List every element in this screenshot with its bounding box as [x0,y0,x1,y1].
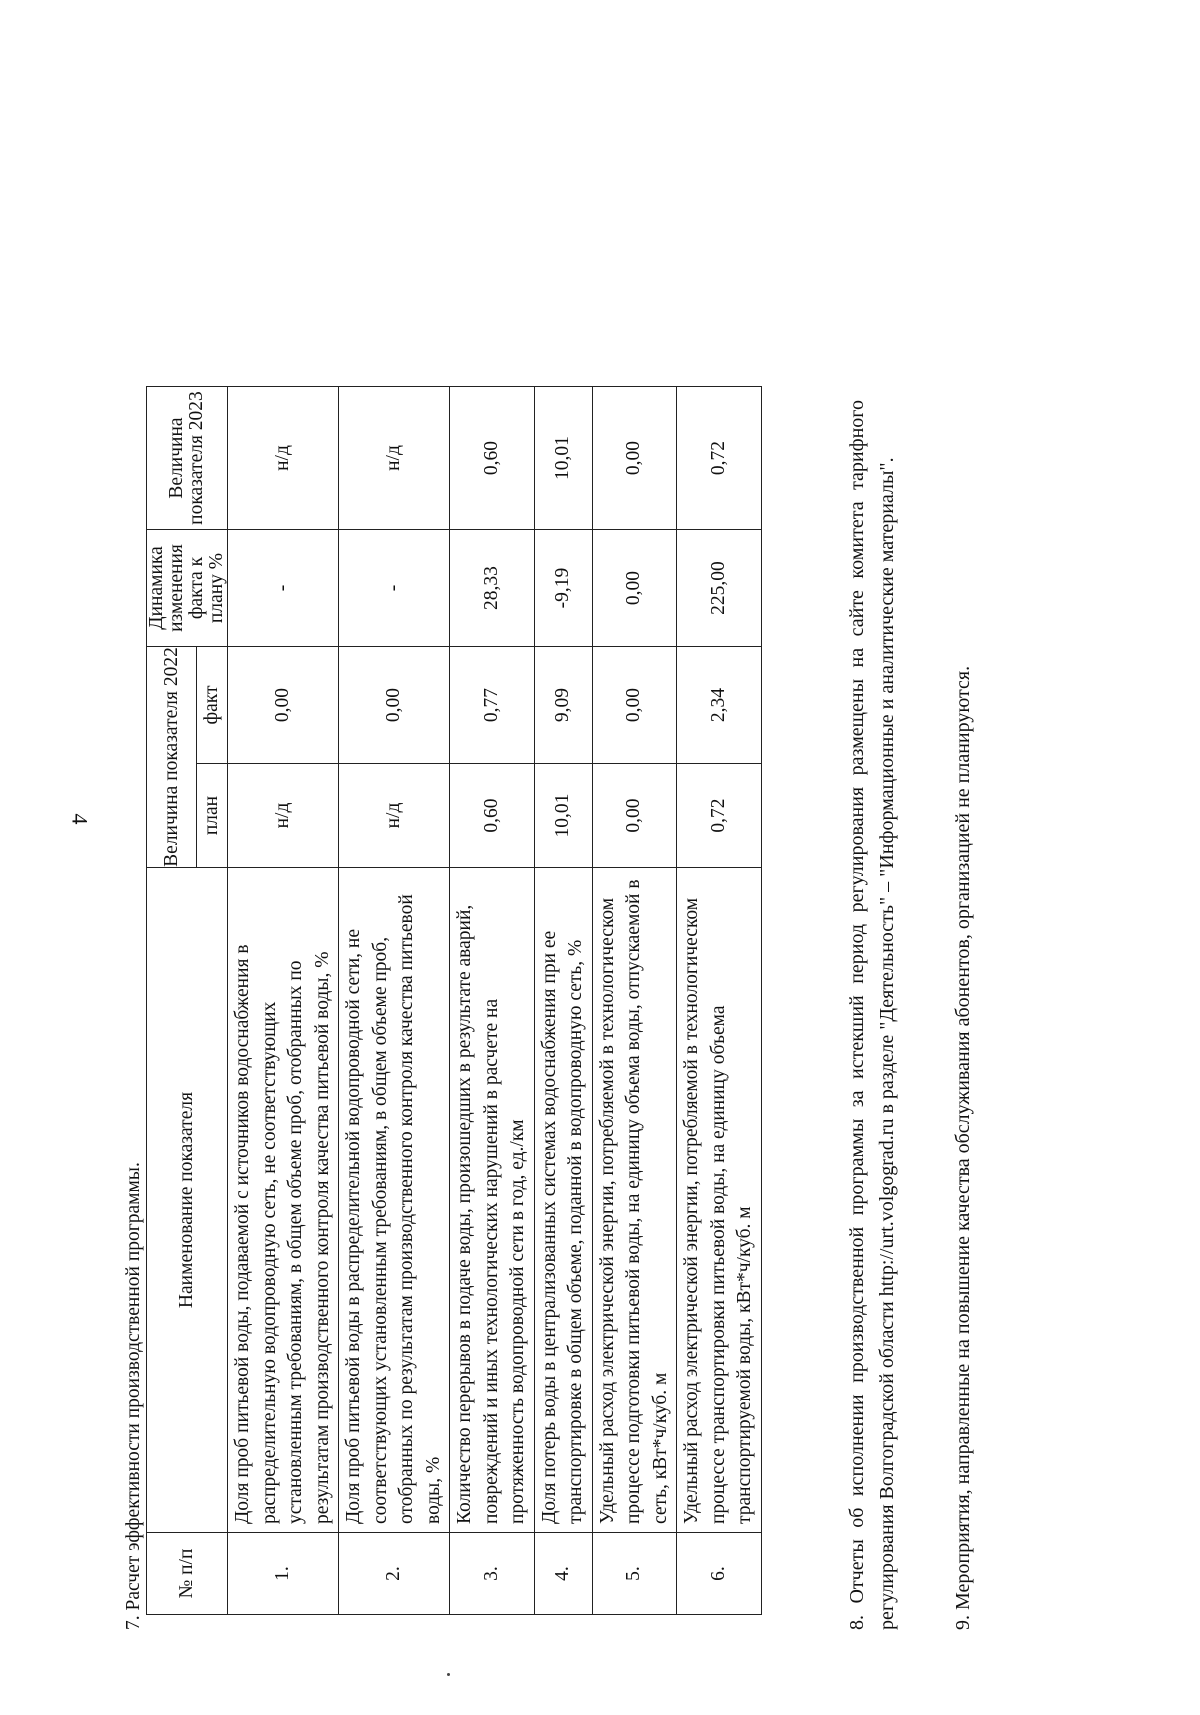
row-name: Удельный расход электрической энергии, потребляемой в технологическом процессе подготовки питьевой воды, на единицу объема воды, отпускаемой в сеть, кВт*ч/куб. м [592,868,677,1533]
row-num: 5. [592,1533,677,1615]
row-value-2023: 10,01 [534,387,592,530]
row-num: 3. [450,1533,535,1615]
row-num: 1. [228,1533,339,1615]
row-fact: 2,34 [677,647,762,764]
table-row [677,387,762,1615]
header-plan: план [197,764,228,868]
table-row [450,387,535,1615]
row-value-2023: 0,60 [450,387,535,530]
row-num: 6. [677,1533,762,1615]
row-dynamics: 0,00 [592,530,677,647]
header-dynamics: Динамика изменения факта к плану % [147,530,228,647]
row-dynamics: - [228,530,339,647]
header-value-2023: Величина показателя 2023 [147,387,228,530]
header-value-2022: Величина показателя 2022 [147,647,197,868]
row-fact: 9,09 [534,647,592,764]
row-num: 4. [534,1533,592,1615]
row-value-2023: н/д [339,387,450,530]
paragraph-8: 8. Отчеты об исполнении производственной программы за истекший период регулирования размещены на сайте комитета тарифного регулирования Волгоградской области http://urt.volgograd.ru в разделе "Деятельность" – "Информационные и аналитические материалы". [846,400,898,1630]
row-name: Удельный расход электрической энергии, потребляемой в технологическом процессе транспортировки питьевой воды, на единицу объема транспортируемой воды, кВт*ч/куб. м [677,868,762,1533]
row-fact: 0,00 [339,647,450,764]
row-plan: н/д [339,764,450,868]
row-fact: 0,00 [592,647,677,764]
row-dynamics: -9,19 [534,530,592,647]
row-name: Количество перерывов в подаче воды, произошедших в результате аварий, повреждений и иных технологических нарушений в расчете на протяженность водопроводной сети в год, ед./км [450,868,535,1533]
row-num: 2. [339,1533,450,1615]
row-dynamics: 225,00 [677,530,762,647]
row-value-2023: 0,72 [677,387,762,530]
row-name: Доля проб питьевой воды, подаваемой с источников водоснабжения в распределительную водопроводную сеть, не соответствующих установленным требованиям, в общем объеме проб, отобранных по результатам производственного контроля качества питьевой воды, % [228,868,339,1533]
row-name: Доля потерь воды в централизованных системах водоснабжения при ее транспортировке в общем объеме, поданной в водопроводную сеть, % [534,868,592,1533]
row-value-2023: 0,00 [592,387,677,530]
table-row [592,387,677,1615]
row-fact: 0,77 [450,647,535,764]
table-header-row [147,387,197,1615]
row-value-2023: н/д [228,387,339,530]
page-number: 4 [67,813,93,825]
row-plan: 10,01 [534,764,592,868]
row-dynamics: - [339,530,450,647]
row-plan: 0,60 [450,764,535,868]
header-name: Наименование показателя [147,868,228,1533]
table-row [339,387,450,1615]
scan-speck [447,1673,450,1676]
row-dynamics: 28,33 [450,530,535,647]
efficiency-table [146,386,762,1615]
header-fact: факт [197,647,228,764]
rotated-page-content [122,145,1022,1645]
table-row [228,387,339,1615]
row-plan: 0,00 [592,764,677,868]
header-num: № п/п [147,1533,228,1615]
section-title: 7. Расчет эффективности производственной программы. [123,1162,144,1630]
row-fact: 0,00 [228,647,339,764]
paragraph-9: 9. Мероприятия, направленные на повышение качества обслуживания абонентов, организацией не планируются. [952,665,974,1630]
row-name: Доля проб питьевой воды в распределительной водопроводной сети, не соответствующих установленным требованиям, в общем объеме проб, отобранных по результатам производственного контроля качества питьевой воды, % [339,868,450,1533]
row-plan: н/д [228,764,339,868]
row-plan: 0,72 [677,764,762,868]
table-row [534,387,592,1615]
